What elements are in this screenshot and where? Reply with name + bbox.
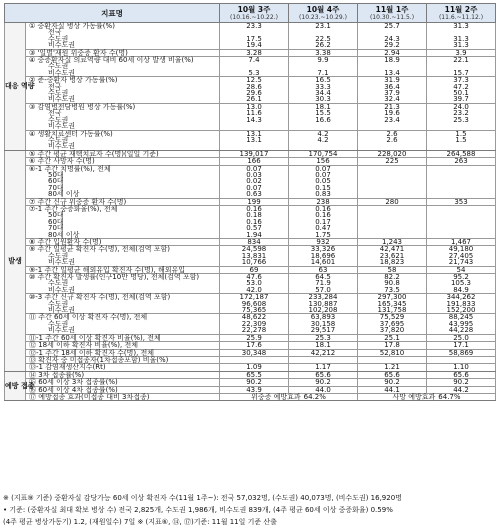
category-cell: 예방 접종 [5,371,26,401]
value-cell: 13.0 [220,103,289,110]
indicator-label: 비수도권 [26,42,220,49]
table-row [5,393,496,400]
indicator-label: ⑥-1 주간 치명률(%), 전체 [26,165,220,172]
effect-label: 사망 예방효과 [392,392,436,401]
footnotes [3,492,497,528]
value-cell: 0.17 [289,219,358,225]
value-cell: 932 [289,239,358,246]
value-cell: 25.7 [358,23,427,30]
value-cell: 0.07 [289,165,358,172]
value-cell: 57.0 [289,287,358,294]
effect-value: 64.7% [438,392,461,401]
indicator-label: ⑪ 주간 60세 이상 확진자 수(명), 전체 [26,314,220,321]
value-cell: 0.15 [289,185,358,191]
value-cell: 1,467 [427,239,496,246]
indicator-label: ⑪-1 주간 60세 이상 확진자 비율(%), 전체 [26,334,220,341]
value-cell [358,205,427,212]
value-cell: 29.2 [358,42,427,49]
footnote-line: ※ (지표⑨ 기준) 중환자실 감당가능 60세 이상 확진자 수(11월 1주~): 전국 57,032명, (수도권) 40,073명, (비수도권) 16,920명 [3,494,402,502]
indicator-label: 전국 [26,110,220,116]
header-week-4: 11월 2주 (11.6.~11.12.) [427,4,496,23]
value-cell: 344,262 [427,294,496,301]
indicator-label: 60대 [26,219,220,225]
indicator-label: 50대 [26,212,220,218]
value-cell: 82.2 [358,274,427,281]
header-week-2: 10월 4주 (10.23.~10.29.) [289,4,358,23]
value-cell: 17.5 [220,36,289,42]
value-cell: 11.6 [220,110,289,116]
value-cell: 2.94 [358,49,427,56]
value-cell: 18.1 [289,342,358,349]
table-row [5,379,496,386]
value-cell: 1.5 [427,130,496,137]
indicator-label: 비수도권 [26,327,220,334]
value-cell: 139,017 [220,150,289,157]
value-cell: 0.18 [220,212,289,218]
value-cell: 37.9 [358,90,427,96]
value-cell: 71.9 [289,280,358,286]
value-cell: 18,823 [358,259,427,266]
value-cell: 23.3 [220,23,289,30]
value-cell: 44,228 [427,327,496,334]
value-cell: 25.0 [427,334,496,341]
value-cell: 23.2 [427,110,496,116]
indicator-label: 비수도권 [26,70,220,77]
value-cell: 31.3 [427,42,496,49]
value-cell: 105.3 [427,280,496,286]
indicator-label: 수도권 [26,90,220,96]
value-cell: 2.6 [358,137,427,143]
indicator-label: ⑦ 주간 신규 위중증 환자 수(명) [26,198,220,205]
indicator-label: ⑤ 주간 평균 재택치료자 수(명)(일일 기준) [26,150,220,157]
value-cell: 238 [289,198,358,205]
value-cell: 1.09 [220,364,289,371]
indicator-label: 수도권 [26,301,220,307]
value-cell: 1.94 [220,232,289,239]
value-cell: 0.16 [289,212,358,218]
value-cell: 37,695 [358,321,427,327]
value-cell: 7.1 [289,70,358,77]
value-cell: 22.5 [289,36,358,42]
value-cell: 44.2 [427,386,496,393]
indicator-label: 70대 [26,185,220,191]
value-cell: 69 [220,266,289,273]
value-cell: 19.6 [358,110,427,116]
value-cell: 64.5 [289,274,358,281]
indicator-label: 비수도권 [26,259,220,266]
value-cell: 23.4 [358,117,427,123]
value-cell: 28.6 [220,84,289,90]
indicator-label: 전국 [26,29,220,35]
value-cell: 0.16 [220,205,289,212]
value-cell: 0.16 [289,205,358,212]
value-cell: 0.02 [220,178,289,184]
value-cell: 4.2 [289,137,358,143]
value-cell: 280 [358,198,427,205]
value-cell: 43,995 [427,321,496,327]
value-cell: 44.0 [289,386,358,393]
value-cell: 1.75 [289,232,358,239]
table-row [5,342,496,349]
value-cell: 90.2 [358,379,427,386]
indicator-label: 70대 [26,225,220,231]
value-cell: 13.1 [220,130,289,137]
value-cell: 0.07 [220,185,289,191]
value-cell: 15.5 [289,110,358,116]
indicator-label: 전국 [26,84,220,90]
indicator-label: ⑧ 주간 입원환자 수(명) [26,239,220,246]
value-cell: 0.57 [220,225,289,231]
value-cell: 0.83 [289,191,358,198]
value-cell: 17.1 [427,342,496,349]
category-cell: 대응 역량 [5,23,26,151]
indicator-label: ⑭ 3차 접종률(%) [26,371,220,378]
value-cell: 23,621 [358,253,427,259]
value-cell: 1.5 [427,137,496,143]
value-cell: 37,820 [358,327,427,334]
footnote-line: (4주 평균 병상가동기) 1.2, (재원일수) 7일 ※ (지표⑥, ⑭, ⑰)기준: 11월 11일 기준 산출 [3,518,277,526]
value-cell: 33.3 [289,84,358,90]
value-cell: 42,212 [289,349,358,356]
value-cell: 22,278 [220,327,289,334]
value-cell: 233,284 [289,294,358,301]
value-cell: 156 [289,158,358,165]
indicator-label: 수도권 [26,117,220,123]
value-cell: 1.10 [427,364,496,371]
value-cell: 16.6 [289,117,358,123]
indicator-label: ③ 감염병전담병원 병상 가동률(%) [26,103,220,110]
value-cell: 25.9 [220,334,289,341]
value-cell: 1.17 [289,364,358,371]
value-cell: 73.5 [358,287,427,294]
value-cell: 90.2 [427,379,496,386]
indicator-label: ⑨ 주간 일평균 확진자 수(명), 전체(검역 포함) [26,246,220,253]
effect-value: 64.2% [303,392,326,401]
value-cell: 3.38 [289,49,358,56]
value-cell: 172,187 [220,294,289,301]
value-cell: 21.3 [358,103,427,110]
value-cell: 58 [358,266,427,273]
value-cell [358,165,427,172]
value-cell: 42,471 [358,246,427,253]
indicator-label: 수도권 [26,137,220,143]
value-cell: 7.4 [220,57,289,64]
value-cell: 63 [289,266,358,273]
value-cell: 31.3 [427,36,496,42]
indicator-label: 수도권 [26,321,220,327]
indicator-label: 수도권 [26,253,220,259]
merged-effect-cell [220,393,358,400]
value-cell [289,123,358,130]
value-cell: 25.1 [358,334,427,341]
value-cell: 353 [427,198,496,205]
value-cell [427,205,496,212]
value-cell: 50.1 [427,90,496,96]
indicator-label: 비수도권 [26,123,220,130]
value-cell: 17.8 [358,342,427,349]
value-cell: 3.28 [220,49,289,56]
value-cell: 31.3 [427,23,496,30]
value-cell: 165,345 [358,301,427,307]
value-cell: 65.6 [358,371,427,378]
value-cell: 131,758 [358,307,427,314]
value-cell: 4.2 [289,130,358,137]
value-cell [427,165,496,172]
table-row [5,23,496,30]
value-cell: 75,365 [220,307,289,314]
value-cell: 14.3 [220,117,289,123]
indicator-label: ④ 중증환자실 의료역량 대비 60세 이상 발생 비율(%) [26,57,220,64]
header-week-1: 10월 3주 (10.16.~10.22.) [220,4,289,23]
value-cell: 90.8 [358,280,427,286]
value-cell: 29.6 [220,90,289,96]
value-cell: 191,833 [427,301,496,307]
value-cell: 65.6 [427,371,496,378]
value-cell: 14,601 [289,259,358,266]
value-cell: 30.3 [289,96,358,103]
value-cell: 65.5 [220,371,289,378]
value-cell: 44.1 [358,386,427,393]
value-cell: 29,517 [289,327,358,334]
indicator-label: ① 중환자실 병상 가동률(%) [26,23,220,30]
indicator-label: ⑬-1 감염재생산지수(Rt) [26,364,220,371]
indicator-label: 수도권 [26,63,220,69]
value-cell: 63,893 [289,314,358,321]
indicator-label: ③ '일별'재원 위중증 환자 수(명) [26,49,220,56]
value-cell: 13.1 [220,137,289,143]
indicator-table [4,3,496,401]
value-cell: 47.6 [220,274,289,281]
value-cell: 54 [427,266,496,273]
table-header-row [5,4,496,23]
indicator-label: ⑫-1 주간 18세 이하 확진자 수(명), 전체 [26,349,220,356]
value-cell: 16.5 [289,77,358,84]
value-cell: 102,208 [289,307,358,314]
value-cell: 834 [220,239,289,246]
value-cell: 18,696 [289,253,358,259]
value-cell: 3.9 [427,49,496,56]
indicator-label: ⑫ 18세 이하 확진자 비율(%), 전체 [26,342,220,349]
value-cell: 297,300 [358,294,427,301]
value-cell: 225 [358,158,427,165]
value-cell: 37.3 [427,77,496,84]
merged-effect-cell [358,393,496,400]
value-cell: 34.4 [289,90,358,96]
value-cell: 2.6 [358,130,427,137]
value-cell: 0.47 [289,225,358,231]
value-cell: 152,200 [427,307,496,314]
indicator-label: ② 준-중환자 병상 가동률(%) [26,77,220,84]
table-row [5,158,496,165]
value-cell: 24.3 [358,36,427,42]
value-cell: 53.0 [220,280,289,286]
value-cell: 0.16 [220,219,289,225]
value-cell: 31.9 [358,77,427,84]
header-week-3: 11월 1주 (10.30.~11.5.) [358,4,427,23]
value-cell [220,123,289,130]
value-cell: 33,326 [289,246,358,253]
value-cell: 24,598 [220,246,289,253]
value-cell: 25.3 [427,117,496,123]
value-cell: 130,887 [289,301,358,307]
value-cell: 166 [220,158,289,165]
value-cell: 47.2 [427,84,496,90]
table-body [5,23,496,401]
value-cell: 228,020 [358,150,427,157]
indicator-label: 수도권 [26,36,220,42]
indicator-label: 비수도권 [26,96,220,103]
value-cell: 84.9 [427,287,496,294]
value-cell: 13,831 [220,253,289,259]
indicator-label: 비수도권 [26,307,220,314]
value-cell [427,123,496,130]
value-cell: 26.1 [220,96,289,103]
indicator-label: 비수도권 [26,287,220,294]
indicator-label: ⑰ 예방접종 효과(미접종 대비 3차접종) [26,393,220,400]
value-cell: 0.05 [289,178,358,184]
value-cell: 30,158 [289,321,358,327]
value-cell: 5.3 [220,70,289,77]
value-cell: 26.2 [289,42,358,49]
indicator-label: ⑦-1 주간 중증화율(%), 전체 [26,205,220,212]
value-cell: 96,608 [220,301,289,307]
value-cell: 48,622 [220,314,289,321]
value-cell: 13.4 [358,70,427,77]
value-cell: 0.03 [220,172,289,178]
value-cell: 0.07 [220,165,289,172]
value-cell: 52,810 [358,349,427,356]
value-cell: 32.4 [358,96,427,103]
indicator-label: ⑩ 주간 확진자 발생률(인구10만 명당), 전체(검역 포함) [26,274,220,281]
value-cell: 22.1 [427,57,496,64]
value-cell: 170,754 [289,150,358,157]
indicator-label: 80세 이상 [26,232,220,239]
value-cell: 49,180 [427,246,496,253]
effect-label: 위중증 예방효과 [251,392,301,401]
value-cell: 12.5 [220,77,289,84]
header-indicator: 지표명 [5,4,220,23]
value-cell: 0.07 [289,172,358,178]
value-cell: 58,869 [427,349,496,356]
value-cell: 19.4 [220,42,289,49]
table-row [5,123,496,130]
indicator-label: 80세 이상 [26,191,220,198]
value-cell: 90.2 [220,379,289,386]
indicator-label: ⑥ 주간 사망자 수(명) [26,158,220,165]
value-cell: 39.7 [427,96,496,103]
value-cell: 18.9 [358,57,427,64]
value-cell: 90.2 [289,379,358,386]
footnote-line: • 기준: (중환자실 최대 확보 병상 수) 전국 2,825개, 수도권 1,986개, 비수도권 839개, (4주 평균 60세 이상 중증화율) 0.59% [3,506,393,514]
indicator-label: 50대 [26,172,220,178]
table-row [5,57,496,64]
category-cell: 발생 [5,150,26,371]
value-cell: 21,743 [427,259,496,266]
value-cell: 88,245 [427,314,496,321]
indicator-label: 비수도권 [26,143,220,150]
value-cell: 1.21 [358,364,427,371]
value-cell: 18.1 [289,103,358,110]
value-cell: 10,766 [220,259,289,266]
value-cell: 24.0 [427,103,496,110]
value-cell: 1,243 [358,239,427,246]
value-cell: 15.7 [427,70,496,77]
value-cell: 42.0 [220,287,289,294]
value-cell: 263 [427,158,496,165]
value-cell: 23.1 [289,23,358,30]
indicator-label: 수도권 [26,280,220,286]
value-cell: 95.2 [427,274,496,281]
value-cell: 30,348 [220,349,289,356]
indicator-label: ⑮ 60세 이상 3차 접종률(%) [26,379,220,386]
value-cell: 17.6 [220,342,289,349]
value-cell: 264,588 [427,150,496,157]
value-cell: 9.9 [289,57,358,64]
indicator-label: ⑨-1 주간 일평균 해외유입 확진자 수(명), 해외유입 [26,266,220,273]
value-cell: 43.9 [220,386,289,393]
indicator-label: ⑩-3 주간 신규 확진자 수(명), 전체(검역 포함) [26,294,220,301]
value-cell: 75,529 [358,314,427,321]
value-cell: 22,309 [220,321,289,327]
indicator-label: ⑯ 60세 이상 4차 접종률(%) [26,386,220,393]
value-cell: 36.4 [358,84,427,90]
value-cell: 65.6 [289,371,358,378]
indicator-label: ④ 생활치료센터 가동률(%) [26,130,220,137]
value-cell [358,123,427,130]
value-cell: 25.3 [289,334,358,341]
indicator-label: 60대 [26,178,220,184]
value-cell: 27,405 [427,253,496,259]
value-cell: 0.63 [220,191,289,198]
value-cell: 199 [220,198,289,205]
indicator-label: ⑬ 확진자 중 미접종자(1차접종포함) 비율(%) [26,356,220,363]
